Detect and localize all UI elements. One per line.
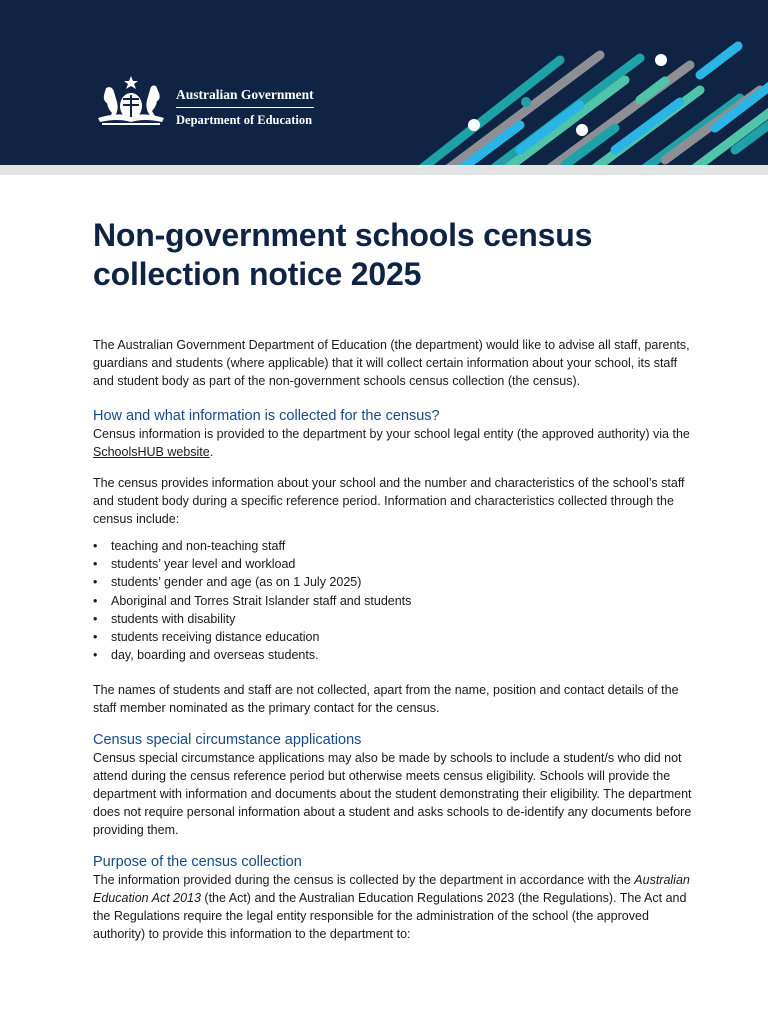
list-item: • students receiving distance education bbox=[93, 628, 693, 646]
org-name: Australian Government bbox=[176, 86, 314, 108]
schoolshub-link[interactable]: SchoolsHUB website bbox=[93, 445, 210, 459]
section-heading-purpose: Purpose of the census collection bbox=[93, 854, 302, 871]
section3-p1-text: The information provided during the census is collected by the department in accordance with the bbox=[93, 873, 635, 888]
section2-paragraph-1: Census special circumstance applications may also be made by schools to include a student/s who did not attend during the census reference period but otherwise meets census eligibility. Schools will provide the department with information and documents about the student demonstrating their eligibility. The department does not require personal information about a student and asks schools to de-identify any documents before providing them. bbox=[93, 751, 692, 838]
header-banner bbox=[0, 0, 768, 165]
list-item: • students’ gender and age (as on 1 July 2025) bbox=[93, 573, 693, 591]
section-heading-how-what: How and what information is collected for the census? bbox=[93, 408, 440, 424]
section-heading-special-circumstance: Census special circumstance applications bbox=[93, 732, 362, 749]
section3-paragraph-1 bbox=[93, 871, 693, 943]
section1-paragraph-1 bbox=[93, 425, 693, 461]
list-item: • day, boarding and overseas students. bbox=[93, 646, 693, 664]
page-title: Non-government schools census collection notice 2025 bbox=[93, 217, 593, 292]
list-item: • teaching and non-teaching staff bbox=[93, 537, 693, 555]
header-divider bbox=[0, 165, 768, 175]
document-body bbox=[93, 216, 693, 943]
list-item: • students’ year level and workload bbox=[93, 555, 693, 573]
intro-paragraph: The Australian Government Department of Education (the department) would like to advise all staff, parents, guardians and students (where applicable) that it will collect certain information about your school, its staff and student body as part of the non-government schools census collection (the census). bbox=[93, 338, 690, 388]
section1-paragraph-3: The names of students and staff are not collected, apart from the name, position and contact details of the staff member nominated as the primary contact for the census. bbox=[93, 683, 679, 716]
department-name: Department of Education bbox=[176, 113, 313, 127]
list-item: • Aboriginal and Torres Strait Islander staff and students bbox=[93, 592, 693, 610]
section1-paragraph-2: The census provides information about your school and the number and characteristics of the school’s staff and student body during a specific reference period. Information and characteristics collected through the census include: bbox=[93, 476, 685, 526]
decorative-stripes bbox=[400, 0, 768, 165]
act-title: Australian Education Act 2013 bbox=[93, 873, 690, 906]
section3-p1-rest: (the Act) and the Australian Education Regulations 2023 (the Regulations). The Act and the Regulations require the legal entity responsible for the administration of the school (the approved authority) to provide this information to the department to: bbox=[93, 891, 687, 942]
census-characteristics-list bbox=[93, 537, 693, 664]
section1-p1-text: Census information is provided to the department by your school legal entity (the approved authority) via the bbox=[93, 427, 690, 441]
section1-p1-end: . bbox=[209, 445, 214, 459]
government-wordmark bbox=[176, 86, 314, 129]
coat-of-arms-icon bbox=[92, 74, 170, 128]
list-item: • students with disability bbox=[93, 610, 693, 628]
